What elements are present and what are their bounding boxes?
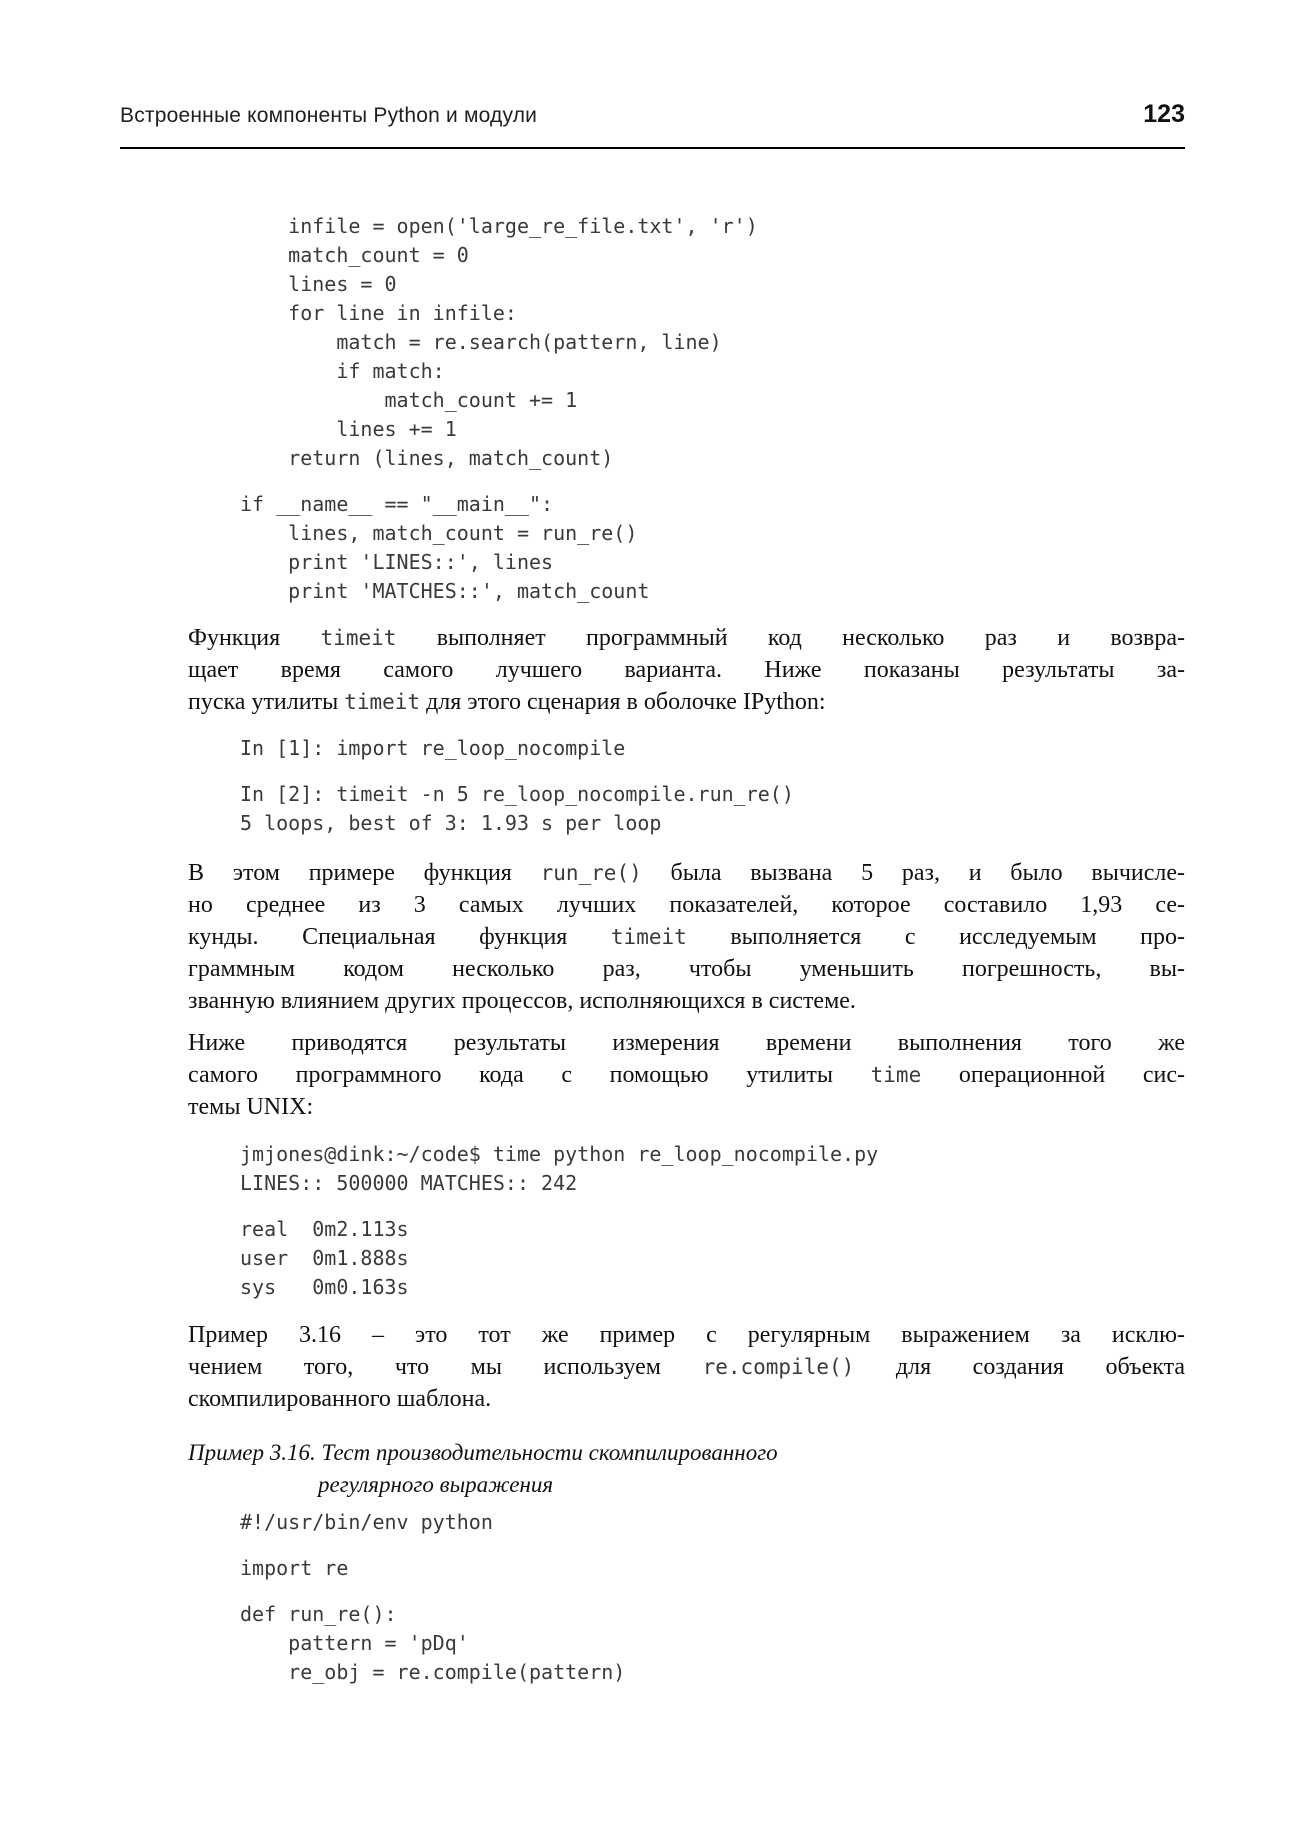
- code-line: print 'LINES::', lines: [240, 550, 554, 574]
- code-line: for line in infile:: [240, 301, 517, 325]
- code-line: lines, match_count = run_re(): [240, 521, 638, 545]
- code-line: 5 loops, best of 3: 1.93 s per loop: [240, 811, 662, 835]
- code-line: In [1]: import re_loop_nocompile: [240, 736, 626, 760]
- code-line: if __name__ == "__main__":: [240, 492, 554, 516]
- code-line: lines += 1: [240, 417, 457, 441]
- code-line: LINES:: 500000 MATCHES:: 242: [240, 1171, 578, 1195]
- text-segment: скомпилированного шаблона.: [188, 1386, 492, 1412]
- inline-code: timeit: [344, 690, 421, 714]
- code-block-unix-time-output: [240, 1140, 1220, 1302]
- text-segment: Пример 3.16 – это тот же пример с регулярным выражением за исклю-: [188, 1322, 1185, 1348]
- inline-code: timeit: [320, 626, 397, 650]
- body-text-line: [188, 985, 1185, 1017]
- example-caption: [188, 1437, 1185, 1501]
- code-line: jmjones@dink:~/code$ time python re_loop_nocompile.py: [240, 1142, 879, 1166]
- code-line: user 0m1.888s: [240, 1246, 409, 1270]
- code-line: def run_re():: [240, 1602, 397, 1626]
- code-line: [240, 1537, 1220, 1554]
- code-line: infile = open('large_re_file.txt', 'r'): [240, 214, 758, 238]
- code-line: sys 0m0.163s: [240, 1275, 409, 1299]
- body-text-line: [188, 654, 1185, 686]
- text-segment: граммным кодом несколько раз, чтобы уменьшить погрешность, вы-: [188, 956, 1185, 982]
- code-line: lines = 0: [240, 272, 397, 296]
- code-line: print 'MATCHES::', match_count: [240, 579, 650, 603]
- text-segment: пуска утилиты: [188, 689, 345, 715]
- text-segment: В этом примере функция: [188, 860, 541, 886]
- paragraph-timeit-intro: [188, 622, 1185, 718]
- code-line: if match:: [240, 359, 445, 383]
- inline-code: timeit: [610, 925, 687, 949]
- code-line: match_count += 1: [240, 388, 578, 412]
- text-segment: темы UNIX:: [188, 1094, 314, 1120]
- code-block-ipython-timeit: [240, 734, 1220, 838]
- code-line: re_obj = re.compile(pattern): [240, 1660, 626, 1684]
- code-block-run-re-compile: [240, 1508, 1220, 1687]
- code-line: return (lines, match_count): [240, 446, 614, 470]
- body-text-line: [188, 1383, 1185, 1415]
- inline-code: time: [870, 1063, 922, 1087]
- body-text-line: [188, 1319, 1185, 1351]
- code-line: [240, 763, 1220, 780]
- body-text-line: [188, 622, 1185, 654]
- code-block-run-re-nocompile: [240, 212, 1220, 606]
- paragraph-timeit-explanation: [188, 857, 1185, 1017]
- body-text-line: [188, 1027, 1185, 1059]
- body-text-line: [188, 1351, 1185, 1383]
- text-segment: для создания объекта: [854, 1354, 1186, 1380]
- text-segment: выполняется с исследуемым про-: [686, 924, 1185, 950]
- code-line: [240, 1583, 1220, 1600]
- body-text-line: [188, 1091, 1185, 1123]
- text-segment: выполняет программный код несколько раз и возвра-: [396, 625, 1185, 651]
- paragraph-unix-time-intro: [188, 1027, 1185, 1123]
- text-segment: щает время самого лучшего варианта. Ниже показаны результаты за-: [188, 657, 1185, 683]
- code-line: pattern = 'pDq': [240, 1631, 469, 1655]
- text-segment: чением того, что мы используем: [188, 1354, 703, 1380]
- body-text-line: [188, 921, 1185, 953]
- text-segment: Ниже приводятся результаты измерения времени выполнения того же: [188, 1030, 1185, 1056]
- code-line: match = re.search(pattern, line): [240, 330, 722, 354]
- page-header: [120, 100, 1185, 129]
- text-segment: Пример 3.16. Тест производительности скомпилированного: [188, 1440, 778, 1465]
- text-segment: регулярного выражения: [318, 1472, 554, 1497]
- code-line: import re: [240, 1556, 349, 1580]
- body-text-line: [188, 889, 1185, 921]
- text-segment: кунды. Специальная функция: [188, 924, 611, 950]
- caption-line: [318, 1469, 1185, 1501]
- code-line: real 0m2.113s: [240, 1217, 409, 1241]
- text-segment: была вызвана 5 раз, и было вычисле-: [641, 860, 1186, 886]
- body-text-line: [188, 686, 1185, 718]
- caption-line: [188, 1437, 1185, 1469]
- body-text-line: [188, 953, 1185, 985]
- code-line: [240, 473, 1220, 490]
- text-segment: званную влиянием других процессов, исполняющихся в системе.: [188, 988, 856, 1014]
- text-segment: Функция: [188, 625, 321, 651]
- code-line: #!/usr/bin/env python: [240, 1510, 493, 1534]
- header-rule: [120, 147, 1185, 149]
- code-line: In [2]: timeit -n 5 re_loop_nocompile.run_re(): [240, 782, 794, 806]
- paragraph-example-316-intro: [188, 1319, 1185, 1415]
- running-head: Встроенные компоненты Python и модули: [120, 104, 538, 127]
- inline-code: run_re(): [540, 861, 642, 885]
- text-segment: самого программного кода с помощью утилиты: [188, 1062, 871, 1088]
- inline-code: re.compile(): [702, 1355, 855, 1379]
- text-segment: для этого сценария в оболочке IPython:: [420, 689, 826, 715]
- code-line: match_count = 0: [240, 243, 469, 267]
- text-segment: операционной сис-: [921, 1062, 1186, 1088]
- body-text-line: [188, 1059, 1185, 1091]
- code-line: [240, 1198, 1220, 1215]
- body-text-line: [188, 857, 1185, 889]
- text-segment: но среднее из 3 самых лучших показателей, которое составило 1,93 се-: [188, 892, 1185, 918]
- page-number: 123: [1143, 100, 1185, 128]
